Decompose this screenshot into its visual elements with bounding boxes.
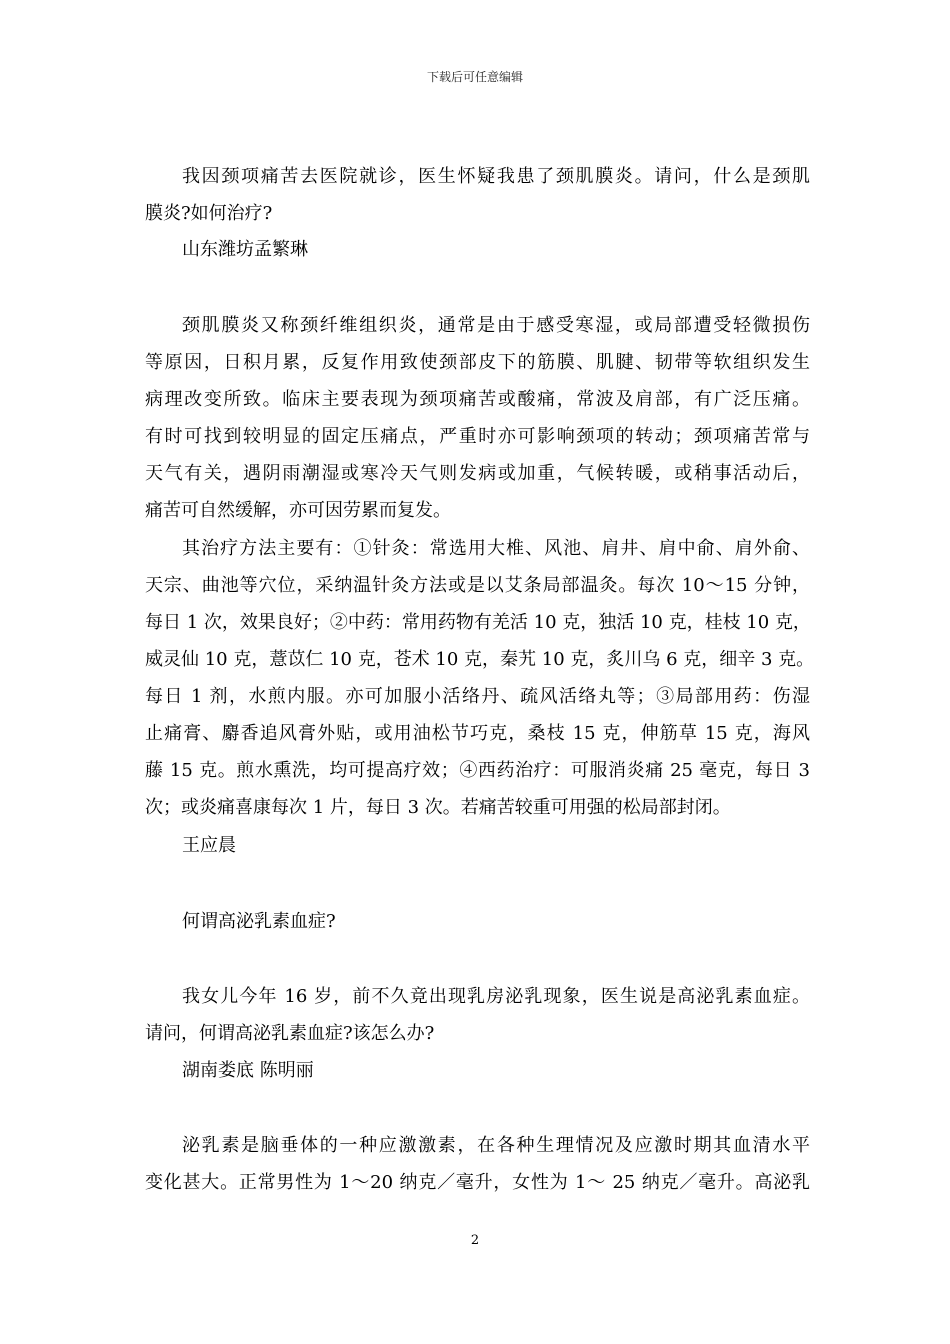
answer-1-line-5: 天气有关，遇阴雨潮湿或寒冷天气则发病或加重，气候转暖，或稍事活动后， [145,463,810,484]
treatment-line-7: 藤 15 克。煎水熏洗，均可提高疗效；④西药治疗：可服消炎痛 25 毫克，每日 3 [145,760,810,781]
treatment-line-8: 次；或炎痛喜康每次 1 片，每日 3 次。若痛苦较重可用强的松局部封闭。 [145,797,731,818]
question-2-line-1: 我女儿今年 16 岁，前不久竟出现乳房泌乳现象，医生说是高泌乳素血症。 [182,986,810,1007]
page-number: 2 [470,1233,480,1248]
treatment-line-2: 天宗、曲池等穴位，采纳温针灸方法或是以艾条局部温灸。每次 10～15 分钟， [145,575,810,596]
answer-2-line-1: 泌乳素是脑垂体的一种应激激素，在各种生理情况及应激时期其血清水平 [182,1135,810,1156]
treatment-line-3: 每日 1 次，效果良好；②中药：常用药物有羌活 10 克，独活 10 克，桂枝 10 克， [145,612,811,633]
treatment-line-4: 威灵仙 10 克，薏苡仁 10 克，苍术 10 克，秦艽 10 克，炙川乌 6 克，细辛 3 克。 [145,649,815,670]
treatment-line-6: 止痛膏、麝香追风膏外贴，或用油松节巧克，桑枝 15 克，伸筋草 15 克，海风 [145,723,810,744]
question-1-line-1: 我因颈项痛苦去医院就诊，医生怀疑我患了颈肌膜炎。请问，什么是颈肌 [182,166,810,187]
question-1-line-2: 膜炎?如何治疗? [145,203,273,224]
answer-1-line-1: 颈肌膜炎又称颈纤维组织炎，通常是由于感受寒湿，或局部遭受轻微损伤 [182,315,810,336]
answer-1-author: 王应晨 [182,835,236,856]
treatment-line-5: 每日 1 剂，水煎内服。亦可加服小活络丹、疏风活络丸等；③局部用药：伤湿 [145,686,810,707]
question-1-author: 山东潍坊孟繁琳 [182,239,308,260]
question-2-title: 何谓高泌乳素血症? [182,911,336,932]
question-2-line-2: 请问，何谓高泌乳素血症?该怎么办? [145,1023,435,1044]
page-header: 下载后可任意编辑 [426,70,523,84]
answer-1-line-4: 有时可找到较明显的固定压痛点，严重时亦可影响颈项的转动；颈项痛苦常与 [145,426,810,447]
question-2-author: 湖南娄底 陈明丽 [182,1060,314,1081]
answer-2-line-2: 变化甚大。正常男性为 1～20 纳克／毫升，女性为 1～ 25 纳克／毫升。高泌乳 [145,1172,810,1193]
answer-1-line-3: 病理改变所致。临床主要表现为颈项痛苦或酸痛，常波及肩部，有广泛压痛。 [145,389,810,410]
answer-1-line-2: 等原因，日积月累，反复作用致使颈部皮下的筋膜、肌腱、韧带等软组织发生 [145,352,810,373]
answer-1-line-6: 痛苦可自然缓解，亦可因劳累而复发。 [145,500,451,521]
treatment-line-1: 其治疗方法主要有：①针灸：常选用大椎、风池、肩井、肩中俞、肩外俞、 [182,538,810,559]
